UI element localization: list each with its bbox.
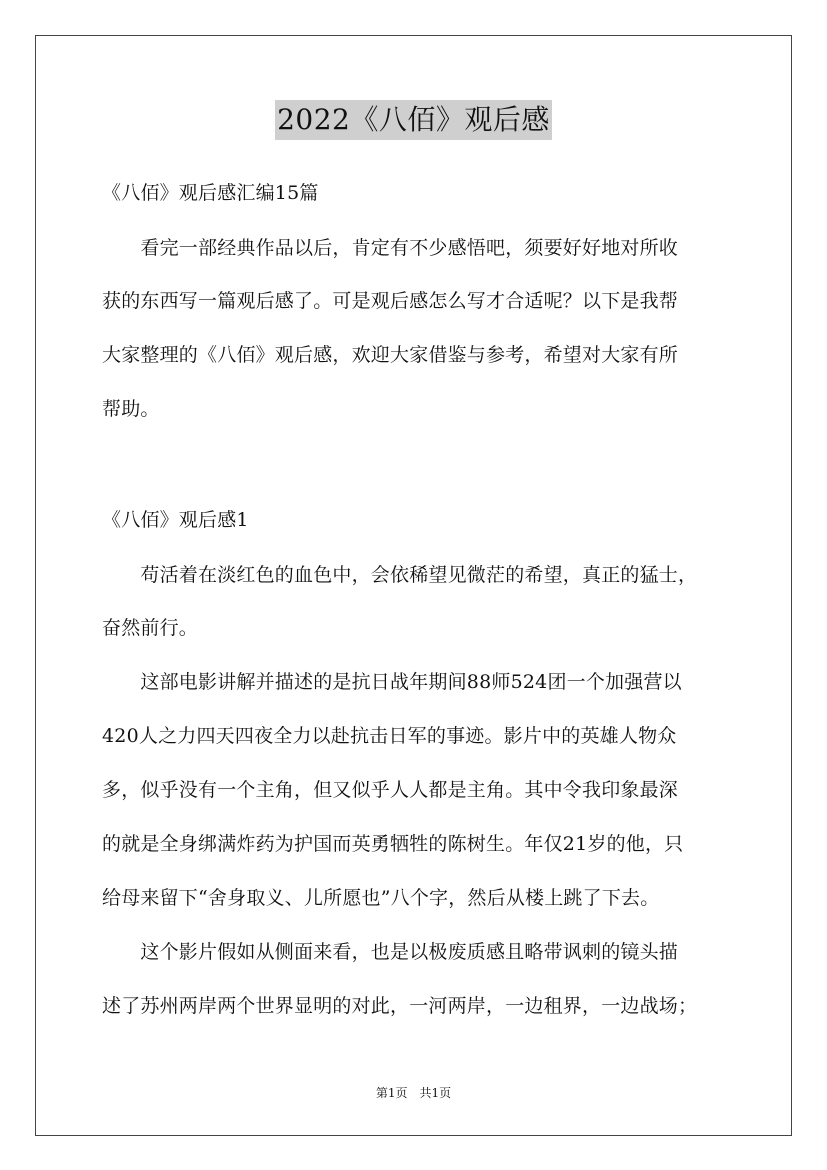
- paragraph-line: 获的东西写一篇观后感了。可是观后感怎么写才合适呢？以下是我帮: [102, 290, 679, 312]
- paragraph-line: 多，似乎没有一个主角，但又似乎人人都是主角。其中令我印象最深: [102, 779, 679, 801]
- paragraph-line: 看完一部经典作品以后，肯定有不少感悟吧，须要好好地对所收: [102, 237, 679, 259]
- paragraph-line: 述了苏州两岸两个世界显明的对此，一河两岸，一边租界，一边战场；: [102, 995, 698, 1017]
- section-heading: 《八佰》观后感1: [102, 509, 249, 531]
- page-footer: 第1页 共1页: [375, 1086, 452, 1100]
- document-title: 2022《八佰》观后感: [275, 100, 552, 140]
- paragraph-line: 这部电影讲解并描述的是抗日战年期间88师524团一个加强营以: [102, 671, 682, 693]
- paragraph-line: 的就是全身绑满炸药为护国而英勇牺牲的陈树生。年仅21岁的他，只: [102, 833, 684, 855]
- paragraph-line: 420人之力四天四夜全力以赴抗击日军的事迹。影片中的英雄人物众: [102, 725, 677, 747]
- section-heading: 《八佰》观后感汇编15篇: [102, 182, 319, 204]
- paragraph-line: 大家整理的《八佰》观后感，欢迎大家借鉴与参考，希望对大家有所: [102, 344, 679, 366]
- paragraph-line: 帮助。: [102, 398, 160, 420]
- paragraph-line: 给母来留下“舍身取义、儿所愿也”八个字，然后从楼上跳了下去。: [102, 887, 660, 909]
- paragraph-line: 苟活着在淡红色的血色中，会依稀望见微茫的希望，真正的猛士，: [102, 564, 698, 586]
- paragraph-line: 这个影片假如从侧面来看，也是以极废质感且略带讽刺的镜头描: [102, 941, 679, 963]
- paragraph-line: 奋然前行。: [102, 617, 199, 639]
- title-container: [0, 100, 827, 140]
